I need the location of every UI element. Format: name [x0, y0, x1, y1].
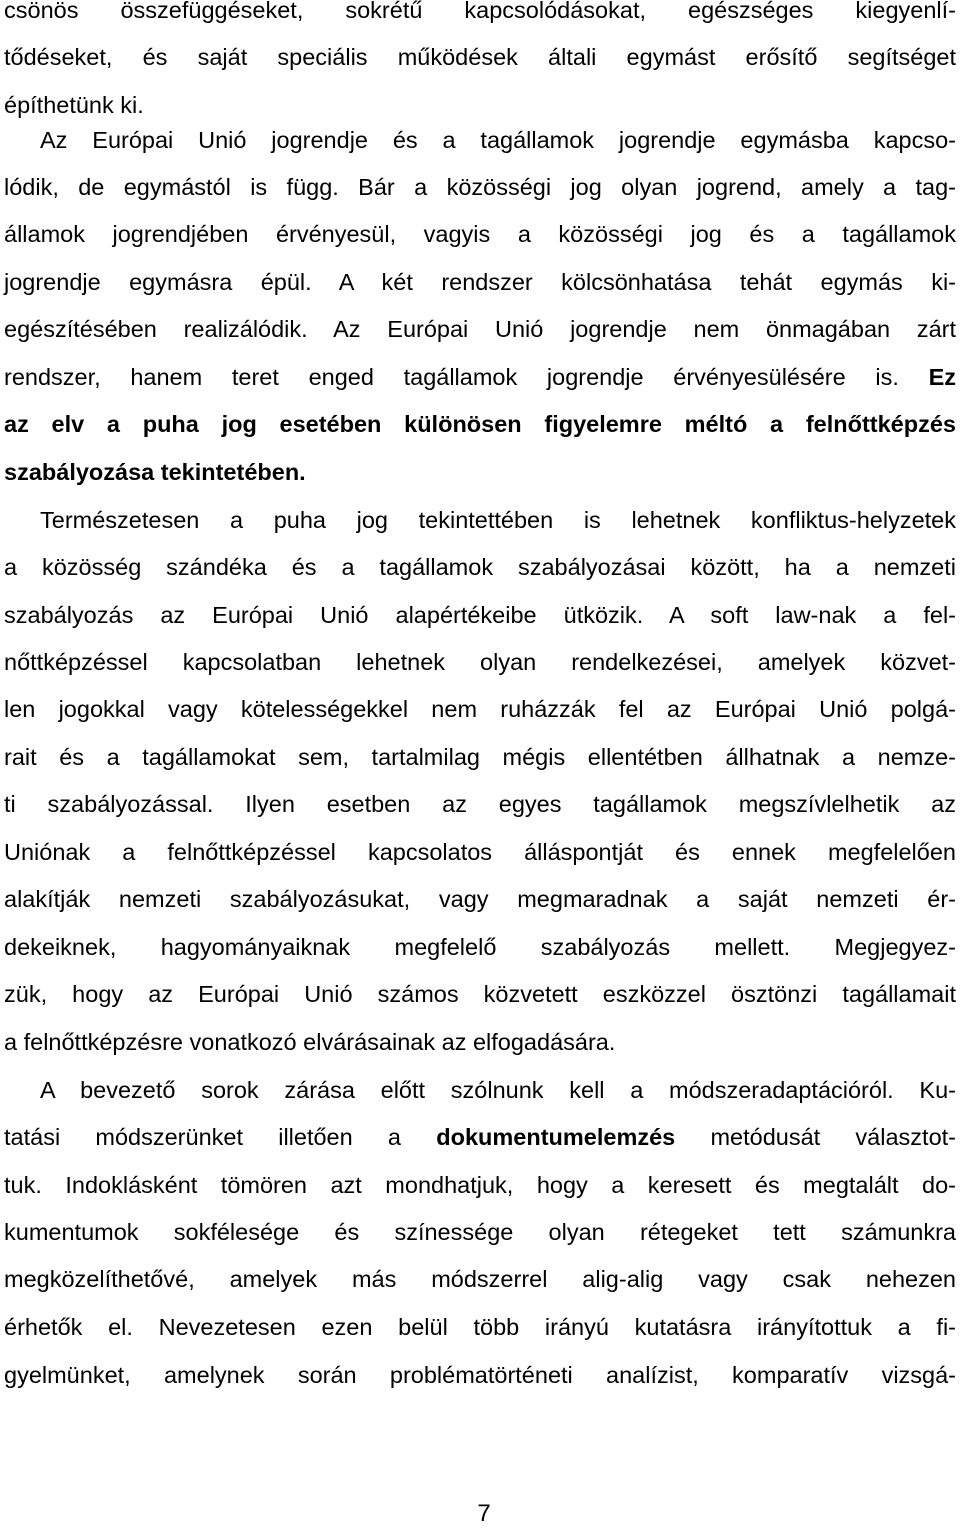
text-line: [4, 1255, 956, 1303]
text-line: [4, 448, 956, 496]
text-line: [4, 591, 956, 639]
text-segment: Természetesen a puha jog tekintettében is lehetnek konfliktus-helyzetek: [40, 507, 956, 533]
text-segment: tuk. Indoklásként tömören azt mondhatjuk, hogy a keresett és megtalált do-: [4, 1172, 956, 1198]
text-segment: Az Európai Unió jogrendje és a tagállamok jogrendje egymásba kapcso-: [40, 127, 956, 153]
bold-text-segment: szabályozása tekintetében.: [4, 459, 306, 485]
text-line: [4, 33, 956, 81]
text-segment: szabályozás az Európai Unió alapértékeibe ütközik. A soft law-nak a fel-: [4, 602, 956, 628]
text-segment: Uniónak a felnőttképzéssel kapcsolatos álláspontját és ennek megfelelően: [4, 839, 956, 865]
text-segment: nőttképzéssel kapcsolatban lehetnek olyan rendelkezései, amelyek közvet-: [4, 649, 956, 675]
text-segment: gyelmünket, amelynek során problématörténeti analízist, komparatív vizsgá-: [4, 1362, 956, 1388]
text-line: [4, 116, 956, 164]
text-line: [4, 496, 956, 544]
text-line: [4, 0, 956, 34]
text-segment: megközelíthetővé, amelyek más módszerrel alig-alig vagy csak nehezen: [4, 1266, 956, 1292]
text-segment: rendszer, hanem teret enged tagállamok jogrendje érvényesülésére is.: [4, 364, 929, 390]
text-segment: jogrendje egymásra épül. A két rendszer kölcsönhatása tehát egymás ki-: [4, 269, 956, 295]
text-line: [4, 163, 956, 211]
bold-text-segment: az elv a puha jog esetében különösen figyelemre méltó a felnőttképzés: [4, 411, 956, 437]
text-line: [4, 1066, 956, 1114]
text-line: [4, 1018, 956, 1066]
text-segment: zük, hogy az Európai Unió számos közvetett eszközzel ösztönzi tagállamait: [4, 981, 956, 1007]
text-segment: metódusát választot-: [675, 1124, 956, 1150]
document-page: [4, 0, 956, 1527]
text-line: [4, 1113, 956, 1161]
text-line: [4, 685, 956, 733]
text-line: [4, 1161, 956, 1209]
text-segment: építhetünk ki.: [4, 92, 144, 118]
text-segment: tatási módszerünket illetően a: [4, 1124, 437, 1150]
text-segment: dekeiknek, hagyományaiknak megfelelő szabályozás mellett. Megjegyez-: [4, 934, 956, 960]
text-line: [4, 828, 956, 876]
text-segment: len jogokkal vagy kötelességekkel nem ruházzák fel az Európai Unió polgá-: [4, 696, 956, 722]
bold-text-segment: Ez: [928, 364, 956, 390]
text-segment: rait és a tagállamokat sem, tartalmilag mégis ellentétben állhatnak a nemze-: [4, 744, 956, 770]
text-line: [4, 1208, 956, 1256]
page-number: 7: [477, 1500, 491, 1527]
text-segment: alakítják nemzeti szabályozásukat, vagy megmaradnak a saját nemzeti ér-: [4, 886, 956, 912]
text-line: [4, 353, 956, 401]
text-segment: a felnőttképzésre vonatkozó elvárásainak az elfogadására.: [4, 1029, 616, 1055]
text-segment: tődéseket, és saját speciális működések általi egymást erősítő segítséget: [4, 44, 956, 70]
text-segment: államok jogrendjében érvényesül, vagyis a közösségi jog és a tagállamok: [4, 221, 956, 247]
text-line: [4, 305, 956, 353]
text-line: [4, 875, 956, 923]
text-line: [4, 970, 956, 1018]
text-line: [4, 1303, 956, 1351]
text-line: [4, 638, 956, 686]
text-segment: érhetők el. Nevezetesen ezen belül több irányú kutatásra irányítottuk a fi-: [4, 1314, 956, 1340]
text-segment: lódik, de egymástól is függ. Bár a közösségi jog olyan jogrend, amely a tag-: [4, 174, 956, 200]
text-line: [4, 1351, 956, 1399]
text-segment: kumentumok sokfélesége és színessége olyan rétegeket tett számunkra: [4, 1219, 956, 1245]
text-segment: csönös összefüggéseket, sokrétű kapcsolódásokat, egészséges kiegyenlí-: [4, 0, 956, 23]
text-line: [4, 258, 956, 306]
text-segment: a közösség szándéka és a tagállamok szabályozásai között, ha a nemzeti: [4, 554, 956, 580]
text-line: [4, 923, 956, 971]
text-segment: ti szabályozással. Ilyen esetben az egyes tagállamok megszívlelhetik az: [4, 791, 956, 817]
text-line: [4, 780, 956, 828]
bold-text-segment: dokumentumelemzés: [436, 1124, 676, 1150]
text-line: [4, 210, 956, 258]
text-line: [4, 733, 956, 781]
text-segment: A bevezető sorok zárása előtt szólnunk kell a módszeradaptációról. Ku-: [40, 1077, 956, 1103]
text-line: [4, 400, 956, 448]
text-segment: egészítésében realizálódik. Az Európai Unió jogrendje nem önmagában zárt: [4, 316, 956, 342]
text-line: [4, 543, 956, 591]
